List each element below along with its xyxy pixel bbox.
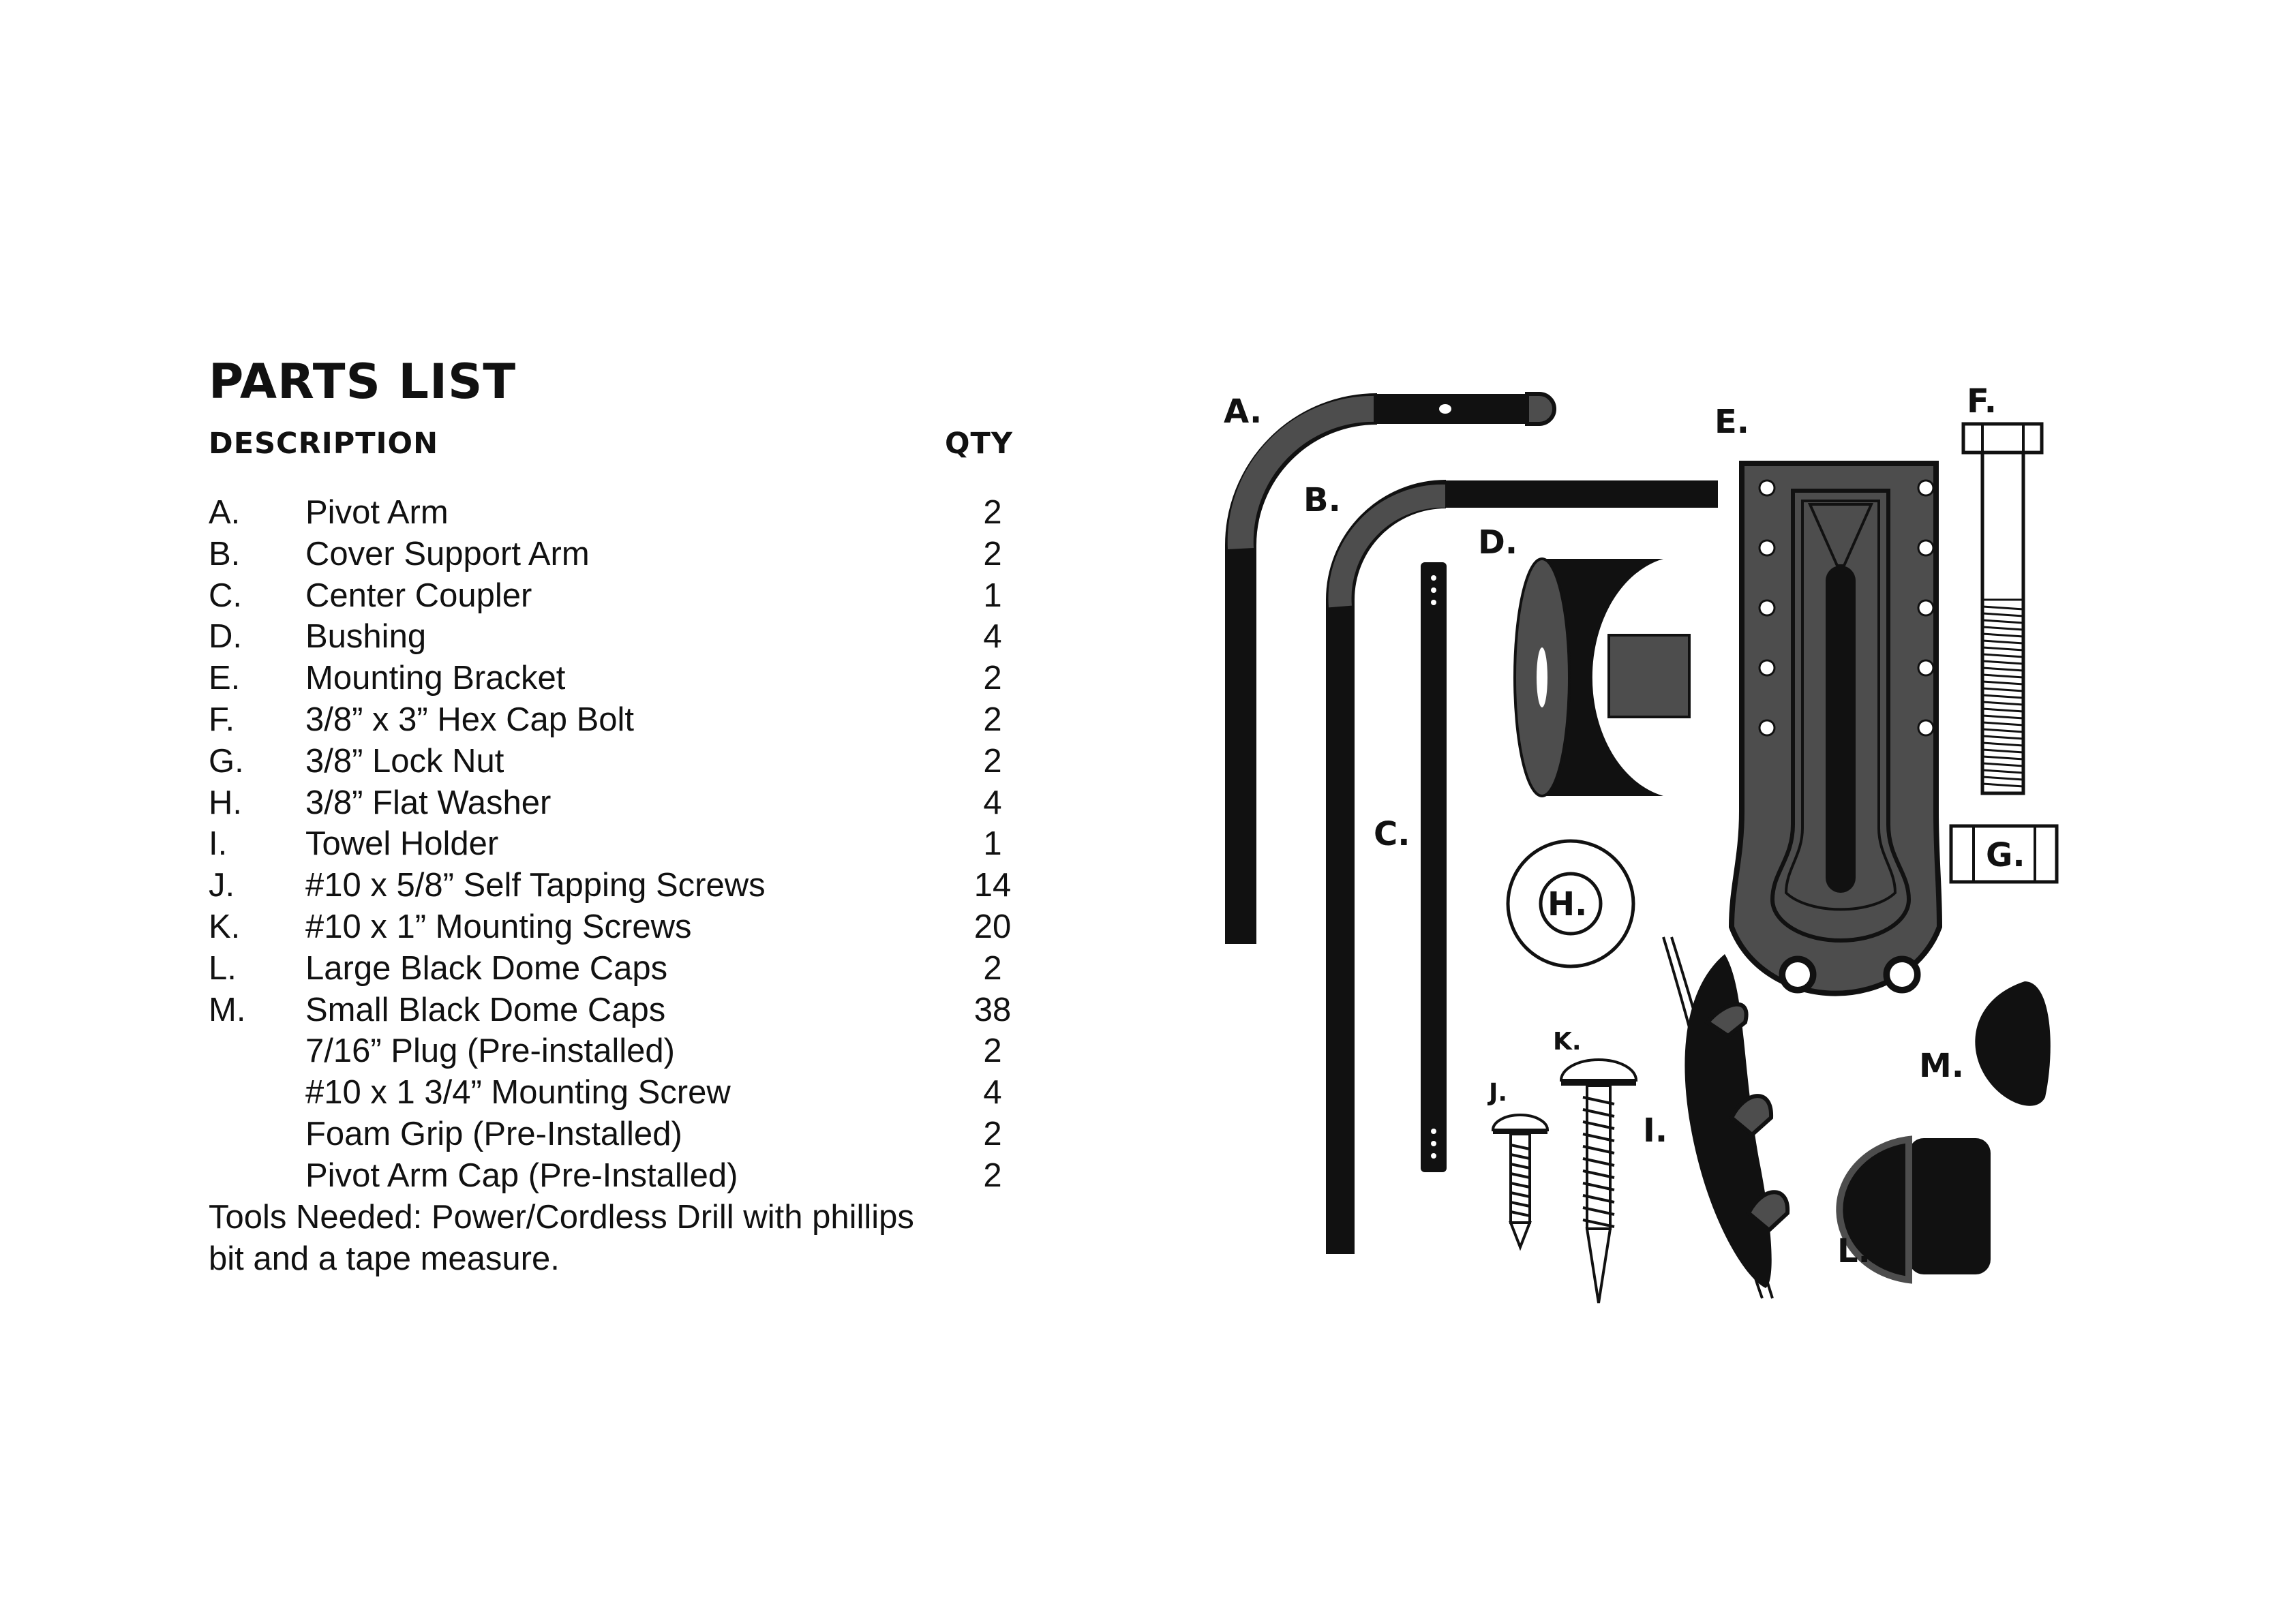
part-qty: 2	[983, 1115, 1002, 1152]
description-header: DESCRIPTION	[209, 427, 439, 461]
part-letter: D.	[209, 618, 242, 656]
part-letter: E.	[209, 660, 241, 697]
part-qty: 20	[973, 908, 1012, 945]
label-i: I.	[1643, 1112, 1668, 1150]
part-name: #10 x 5/8” Self Tapping Screws	[305, 867, 766, 904]
part-letter: L.	[209, 949, 237, 987]
part-name: Mounting Bracket	[305, 660, 566, 697]
label-a: A.	[1224, 393, 1263, 431]
part-name: 3/8” Lock Nut	[305, 742, 504, 780]
part-name: Large Black Dome Caps	[305, 949, 668, 987]
part-qty: 1	[983, 577, 1002, 614]
label-h: H.	[1547, 885, 1588, 923]
part-name: Bushing	[305, 618, 427, 656]
pivot-arm-part	[1241, 394, 1554, 944]
part-letter: C.	[209, 577, 242, 614]
part-name: Small Black Dome Caps	[305, 991, 666, 1028]
part-name: Center Coupler	[305, 577, 532, 614]
part-name: 7/16” Plug (Pre-installed)	[305, 1032, 675, 1070]
part-qty: 14	[973, 867, 1012, 904]
label-g: G.	[1986, 836, 2025, 874]
part-letter: J.	[209, 867, 235, 904]
part-letter: I.	[209, 825, 228, 863]
part-letter: A.	[209, 494, 241, 531]
part-qty: 2	[983, 1157, 1002, 1194]
part-name: #10 x 1 3/4” Mounting Screw	[305, 1074, 731, 1112]
label-d: D.	[1478, 523, 1518, 562]
label-j: J.	[1489, 1079, 1508, 1107]
part-letter: G.	[209, 742, 244, 780]
label-k: K.	[1553, 1028, 1582, 1056]
part-name: Foam Grip (Pre-Installed)	[305, 1115, 682, 1152]
part-name: Pivot Arm	[305, 494, 449, 531]
part-qty: 4	[983, 618, 1002, 656]
part-qty: 2	[983, 535, 1002, 572]
part-qty: 2	[983, 949, 1002, 987]
label-f: F.	[1967, 382, 1997, 420]
part-letter: F.	[209, 701, 235, 738]
label-l: L.	[1837, 1232, 1871, 1270]
mounting-bracket-part	[1732, 463, 1939, 994]
part-qty: 4	[983, 1074, 1002, 1112]
part-qty: 2	[983, 701, 1002, 738]
part-qty: 1	[983, 825, 1002, 863]
label-m: M.	[1919, 1047, 1964, 1085]
part-name: Towel Holder	[305, 825, 499, 863]
center-coupler-part	[1421, 562, 1447, 1172]
part-name: 3/8” x 3” Hex Cap Bolt	[305, 701, 635, 738]
part-qty: 2	[983, 1032, 1002, 1070]
tools-needed: Tools Needed: Power/Cordless Drill with phillips bit and a tape measure.	[209, 1198, 914, 1277]
page-title: PARTS LIST	[209, 354, 517, 410]
self-tapping-screw-part	[1493, 1115, 1547, 1247]
qty-header: QTY	[945, 427, 1014, 461]
part-letter: K.	[209, 908, 241, 945]
part-qty: 4	[983, 784, 1002, 821]
label-c: C.	[1374, 815, 1410, 853]
part-name: #10 x 1” Mounting Screws	[305, 908, 692, 945]
part-qty: 2	[983, 660, 1002, 697]
hex-cap-bolt-part	[1963, 424, 2042, 793]
part-name: Cover Support Arm	[305, 535, 590, 572]
part-qty: 38	[973, 991, 1012, 1028]
towel-holder-part	[1663, 937, 1787, 1298]
part-letter: H.	[209, 784, 242, 821]
part-name: 3/8” Flat Washer	[305, 784, 552, 821]
part-name: Pivot Arm Cap (Pre-Installed)	[305, 1157, 738, 1194]
mounting-screw-part	[1561, 1060, 1636, 1303]
part-letter: M.	[209, 991, 246, 1028]
bushing-part	[1515, 559, 1689, 796]
small-dome-cap-part	[1975, 981, 2050, 1106]
part-qty: 2	[983, 742, 1002, 780]
part-letter: B.	[209, 535, 241, 572]
part-qty: 2	[983, 494, 1002, 531]
label-e: E.	[1715, 403, 1750, 441]
label-b: B.	[1303, 481, 1341, 519]
